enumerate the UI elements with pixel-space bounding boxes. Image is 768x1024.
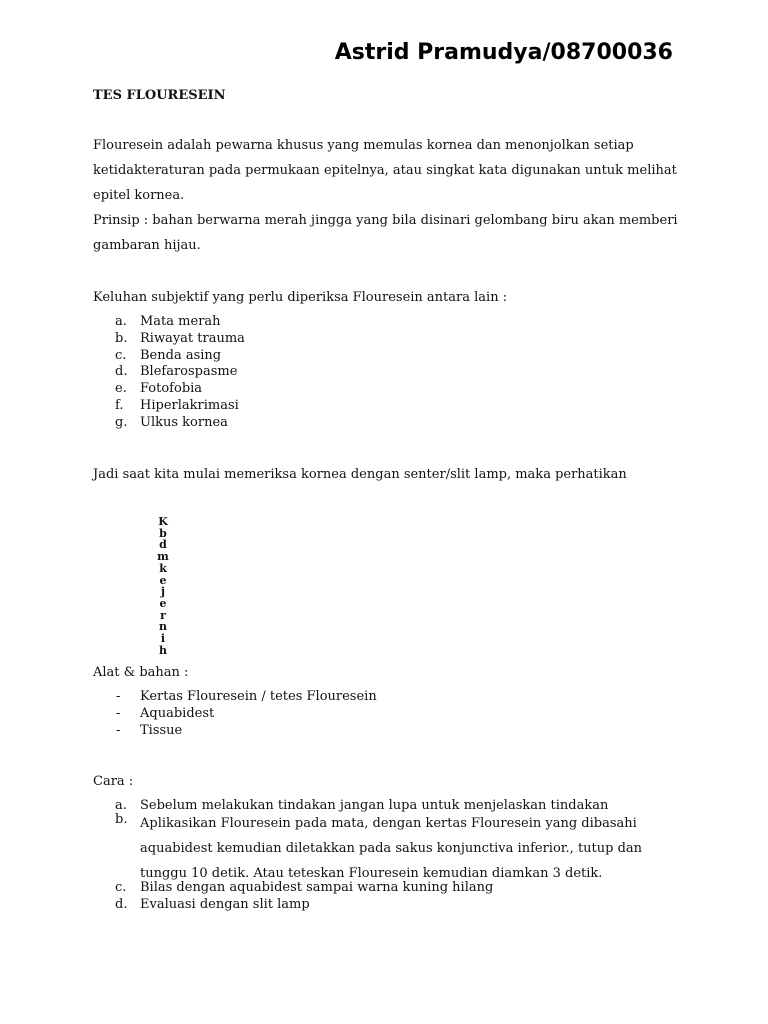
complaints-list — [93, 314, 693, 432]
list-marker: d. — [115, 364, 128, 380]
vertical-letter: e — [159, 596, 167, 610]
list-marker: a. — [115, 314, 127, 329]
list-item-text: Tissue — [140, 722, 183, 738]
list-item-text: Riwayat trauma — [140, 330, 245, 346]
list-item — [93, 381, 693, 398]
principle-paragraph: Prinsip : bahan berwarna merah jingga yang bila disinari gelombang biru akan memberi gambaran hijau. — [93, 213, 678, 253]
vertical-letter: j — [161, 585, 165, 599]
list-marker: c. — [115, 347, 127, 363]
vertical-letter: k — [159, 561, 167, 575]
list-marker: c. — [115, 879, 127, 895]
list-marker: e. — [115, 381, 127, 397]
vertical-letter: r — [160, 608, 166, 622]
list-item — [93, 880, 693, 897]
list-item — [93, 415, 693, 432]
list-item — [93, 897, 693, 914]
list-item-text: Aplikasikan Flouresein pada mata, dengan kertas Flouresein yang dibasahi aquabidest kemudian diletakkan pada sakus konjunctiva inferior., tutup dan tunggu 10 detik. Atau teteskan Flouresein kemudian diamkan 3 detik. — [140, 815, 643, 881]
list-marker: d. — [115, 896, 128, 912]
document-header: Astrid Pramudya/08700036 — [334, 40, 673, 65]
vertical-letter: m — [157, 550, 169, 564]
vertical-letter: K — [158, 515, 168, 528]
list-item — [93, 314, 693, 331]
list-marker: f. — [115, 397, 124, 413]
materials-list — [93, 689, 693, 739]
list-marker: g. — [115, 414, 128, 430]
steps-list — [93, 798, 693, 913]
list-item-text: Sebelum melakukan tindakan jangan lupa untuk menjelaskan tindakan — [140, 798, 609, 813]
list-item-text: Fotofobia — [140, 381, 203, 397]
vertical-letter: n — [159, 620, 167, 634]
list-marker: - — [116, 722, 121, 738]
list-marker: - — [116, 705, 121, 721]
vertical-letter: h — [159, 643, 167, 657]
list-marker: - — [116, 689, 121, 704]
steps-title: Cara : — [93, 774, 134, 789]
list-item — [93, 348, 693, 365]
section-title: TES FLOURESEIN — [93, 88, 226, 103]
list-item — [93, 689, 693, 706]
materials-title: Alat & bahan : — [93, 665, 189, 680]
list-item — [93, 706, 693, 723]
list-item-text: Benda asing — [140, 347, 222, 363]
complaints-title: Keluhan subjektif yang perlu diperiksa Flouresein antara lain : — [93, 290, 508, 305]
list-item-text: Kertas Flouresein / tetes Flouresein — [140, 689, 377, 704]
list-item — [93, 723, 693, 740]
list-marker: a. — [115, 798, 127, 813]
list-item-text: Mata merah — [140, 314, 221, 329]
vertical-letter: i — [160, 632, 166, 646]
list-item — [93, 331, 693, 348]
list-marker: b. — [115, 811, 128, 827]
list-item — [93, 398, 693, 415]
vertical-letter: e — [159, 573, 167, 587]
vertical-letter: d — [159, 538, 167, 552]
list-item-text: Evaluasi dengan slit lamp — [140, 896, 310, 912]
list-item-text: Bilas dengan aquabidest sampai warna kuning hilang — [140, 879, 494, 895]
list-item-text: Hiperlakrimasi — [140, 397, 239, 413]
vertical-letter: b — [159, 526, 167, 540]
vertical-text-box — [155, 516, 171, 656]
list-item-text: Aquabidest — [140, 705, 215, 721]
observation-intro: Jadi saat kita mulai memeriksa kornea dengan senter/slit lamp, maka perhatikan — [93, 467, 627, 482]
list-marker: b. — [115, 330, 128, 346]
list-item-text: Ulkus kornea — [140, 414, 228, 430]
list-item — [93, 811, 693, 886]
list-item-text: Blefarospasme — [140, 364, 238, 380]
list-item — [93, 364, 693, 381]
definition-paragraph: Flouresein adalah pewarna khusus yang memulas kornea dan menonjolkan setiap ketidakteraturan pada permukaan epitelnya, atau singkat kata digunakan untuk melihat epitel kornea. — [93, 138, 677, 203]
